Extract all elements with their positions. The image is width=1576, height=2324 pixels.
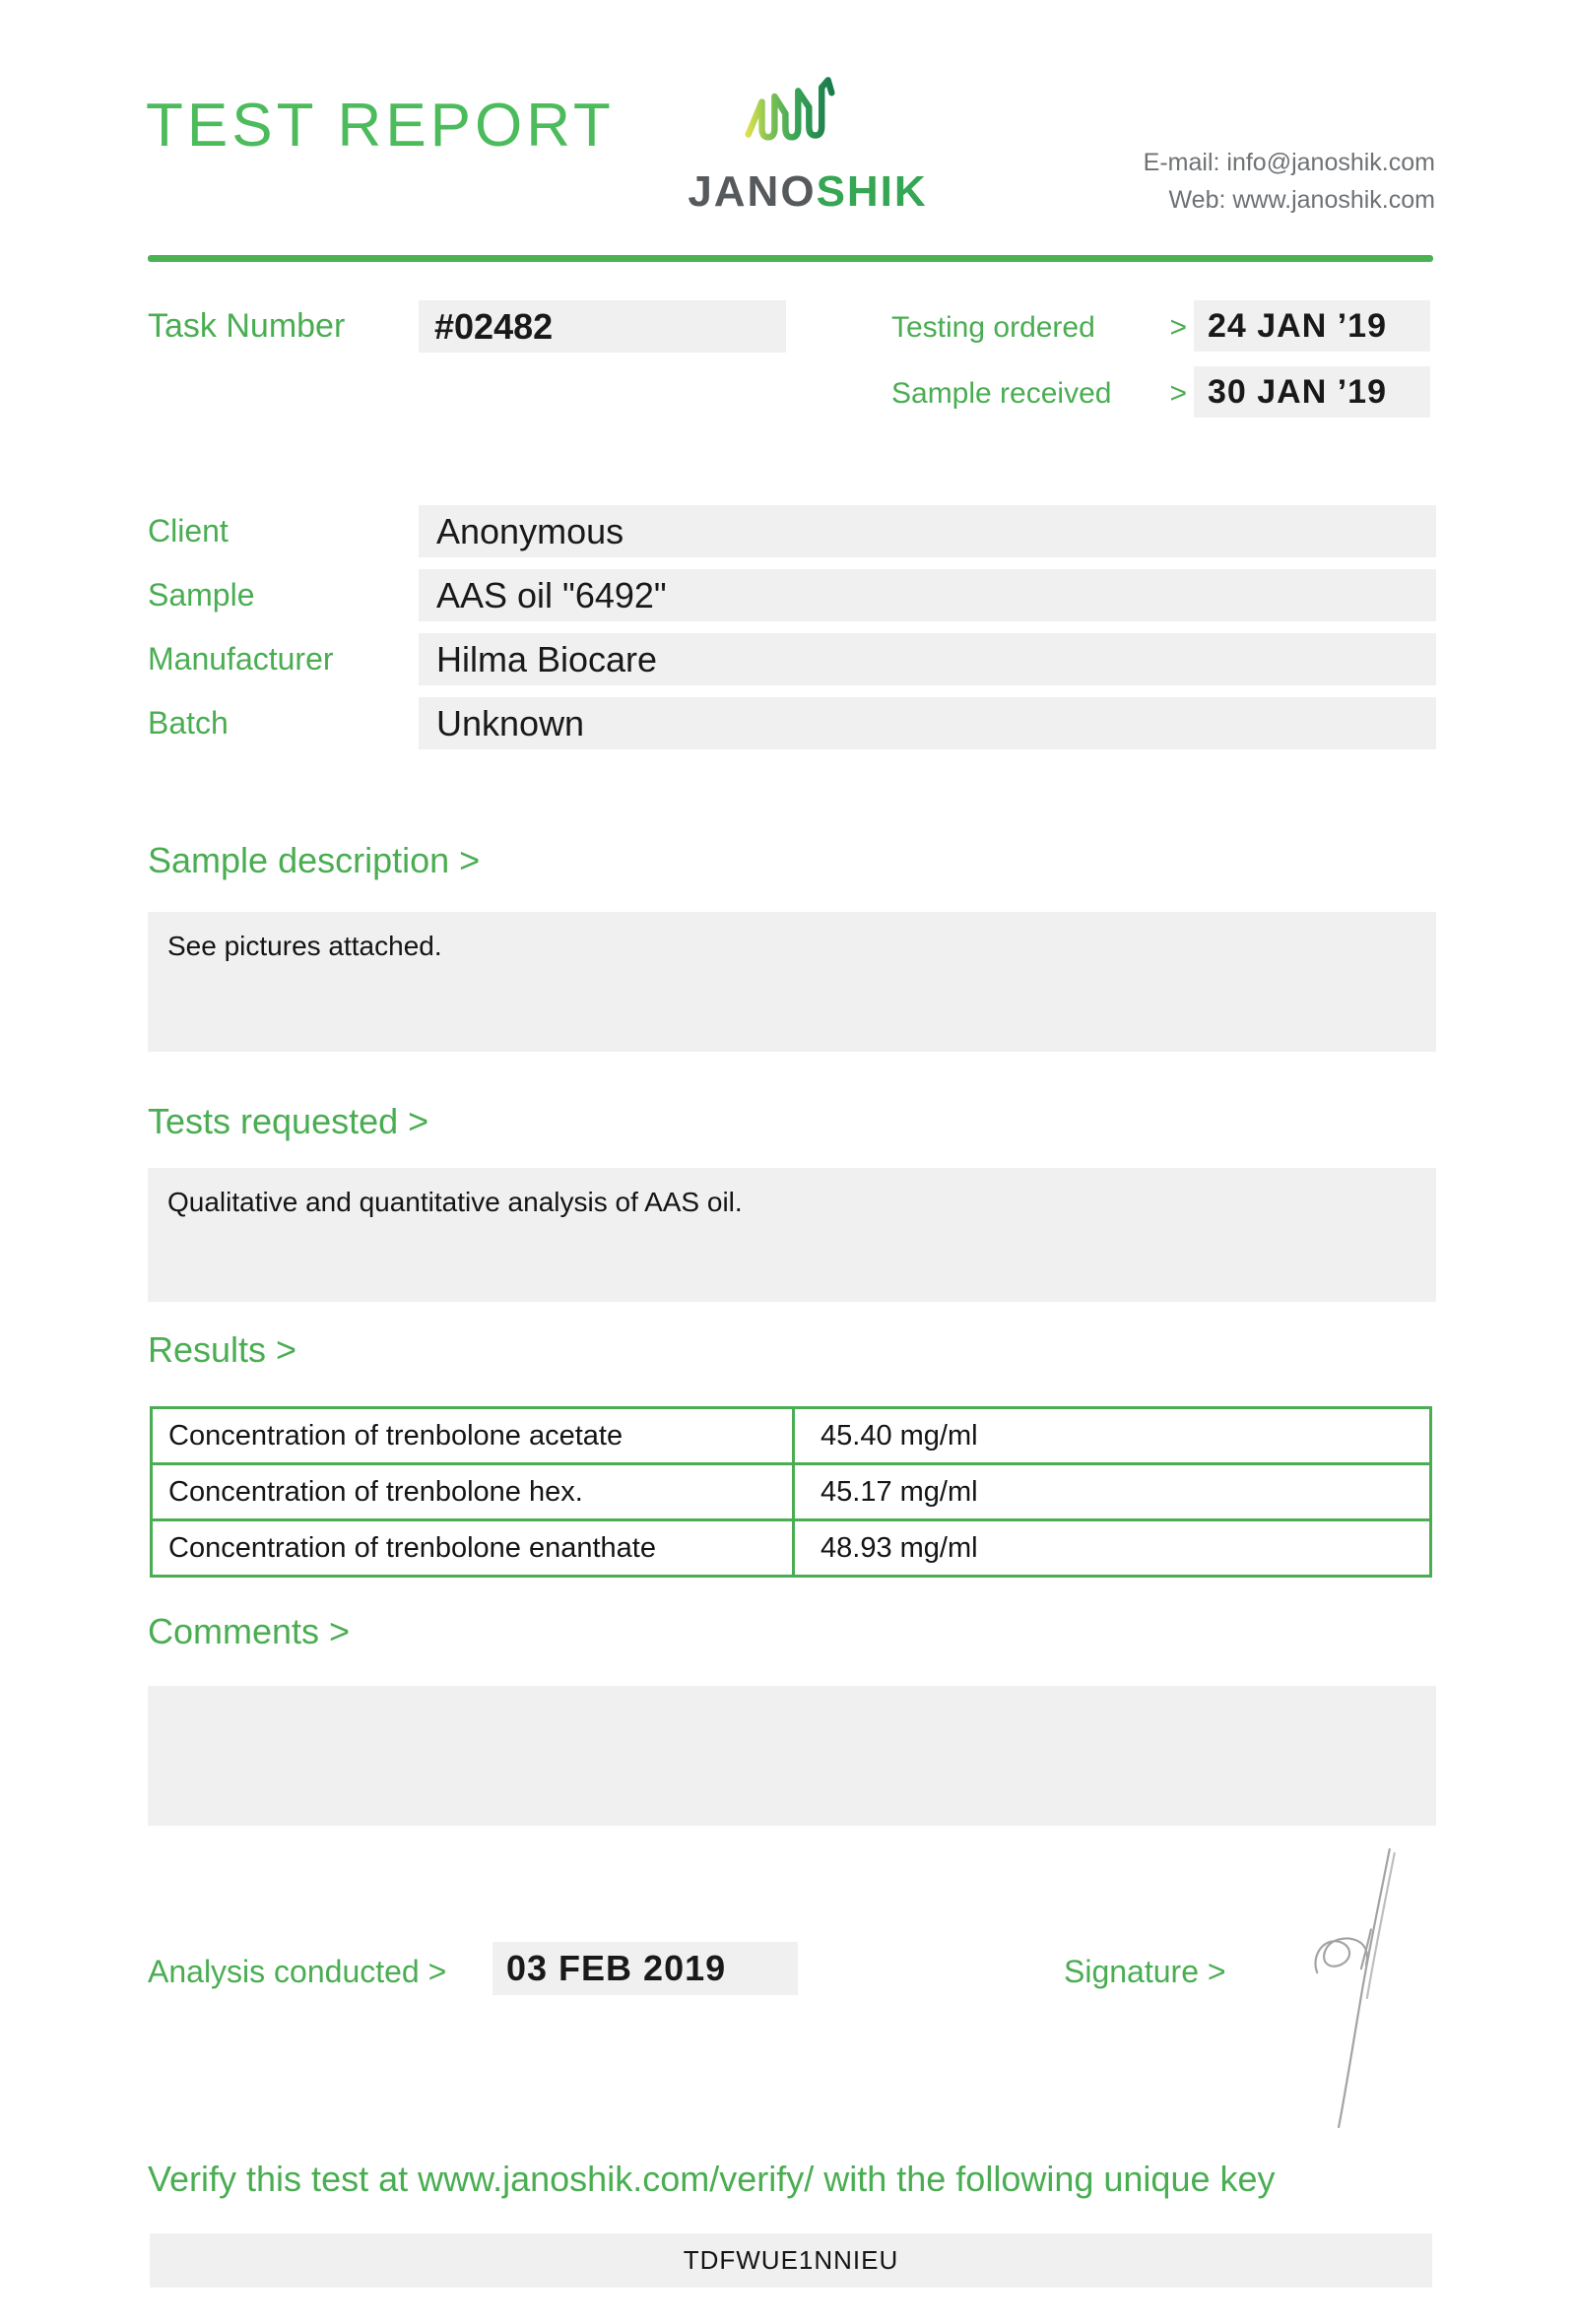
task-number-box [419,300,786,353]
client-value: Anonymous [436,510,624,551]
janoshik-wordmark [680,167,936,217]
analysis-date: 03 FEB 2019 [506,1948,727,1988]
testing-ordered-label: Testing ordered > [891,311,1187,344]
analysis-date-box [492,1942,798,1995]
manufacturer-value-box [419,633,1436,685]
result-value: 45.17 mg/ml [821,1475,978,1508]
verify-heading: Verify this test at www.janoshik.com/verify/ with the following unique key [148,2159,1276,2199]
signature-label: Signature > [1064,1954,1226,1989]
detail-row-client [148,505,1436,557]
testing-ordered-date: 24 JAN ’19 [1208,306,1387,345]
contact-email: E-mail: info@janoshik.com [1143,149,1435,176]
task-number-value: #02482 [434,305,554,347]
result-name: Concentration of trenbolone enanthate [153,1521,795,1575]
client-label: Client [148,513,229,549]
sample-description-heading: Sample description > [148,840,481,880]
manufacturer-label: Manufacturer [148,641,334,677]
client-value-box [419,505,1436,557]
batch-label: Batch [148,705,229,741]
result-name: Concentration of trenbolone hex. [153,1465,795,1518]
comments-heading: Comments > [148,1611,351,1651]
chevron-icon: > [1169,311,1187,344]
sample-value-box [419,569,1436,621]
tests-requested-text: Qualitative and quantitative analysis of AAS oil. [167,1187,743,1217]
tests-requested-box [148,1168,1436,1302]
verify-key: TDFWUE1NNIEU [683,2245,899,2275]
table-row [153,1462,1429,1518]
chevron-icon: > [1169,377,1187,410]
comments-box [148,1686,1436,1826]
contact-web: Web: www.janoshik.com [1168,186,1435,214]
result-value: 48.93 mg/ml [821,1531,978,1564]
batch-value-box [419,697,1436,749]
detail-row-batch [148,697,1436,749]
wordmark-shik: SHIK [816,167,928,216]
comments-text [148,1686,187,1702]
detail-row-manufacturer [148,633,1436,685]
wordmark-jano: JANO [688,167,817,216]
janoshik-logo-icon [745,75,835,161]
page-title: TEST REPORT [146,92,615,160]
verify-key-box [150,2233,1432,2288]
table-row [153,1518,1429,1575]
testing-ordered-box [1194,300,1430,352]
signature-image [1276,1843,1423,2137]
batch-value: Unknown [436,702,585,743]
sample-description-box [148,912,1436,1052]
result-name: Concentration of trenbolone acetate [153,1409,795,1462]
results-heading: Results > [148,1329,297,1370]
sample-received-label: Sample received > [891,377,1187,410]
analysis-conducted-label: Analysis conducted > [148,1954,447,1989]
tests-requested-heading: Tests requested > [148,1101,429,1141]
results-table [150,1406,1432,1578]
sample-received-box [1194,366,1430,418]
detail-row-sample [148,569,1436,621]
task-number-label: Task Number [148,307,346,345]
sample-value: AAS oil "6492" [436,574,667,615]
table-row [153,1409,1429,1462]
contact-block [1144,144,1435,219]
manufacturer-value: Hilma Biocare [436,638,658,679]
sample-received-date: 30 JAN ’19 [1208,372,1387,411]
sample-label: Sample [148,577,255,613]
sample-description-text: See pictures attached. [167,931,442,961]
header-divider [148,255,1433,262]
result-value: 45.40 mg/ml [821,1419,978,1452]
